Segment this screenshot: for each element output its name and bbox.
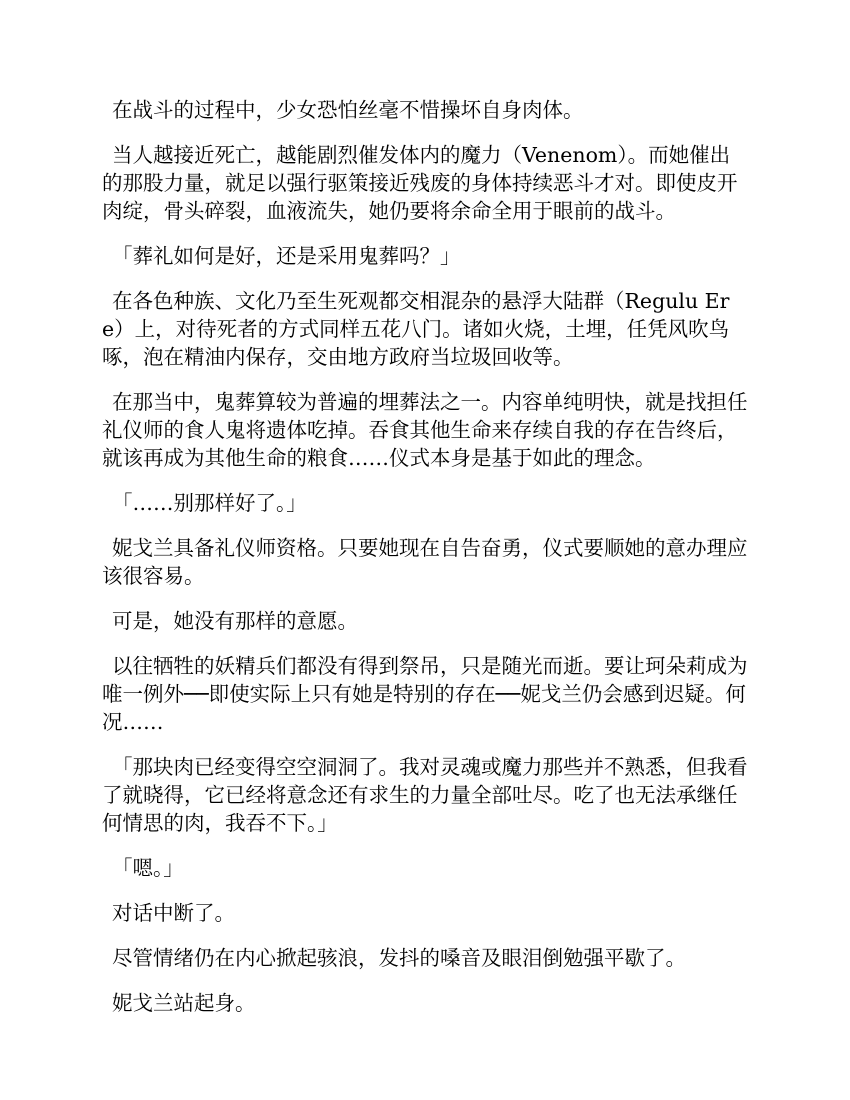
paragraph: 「那块肉已经变得空空洞洞了。我对灵魂或魔力那些并不熟悉，但我看了就晓得，它已经将意念还有求生的力量全部吐尽。吃了也无法承继任何情思的肉，我吞不下。」 <box>102 755 748 835</box>
paragraph: 以往牺牲的妖精兵们都没有得到祭吊，只是随光而逝。要让珂朵莉成为唯一例外──即使实际上只有她是特别的存在──妮戈兰仍会感到迟疑。何况…… <box>102 654 748 734</box>
paragraph: 尽管情绪仍在内心掀起骇浪，发抖的嗓音及眼泪倒勉强平歇了。 <box>112 946 686 970</box>
paragraph: 「……别那样好了。」 <box>112 491 307 515</box>
paragraph: 在战斗的过程中，少女恐怕丝毫不惜操坏自身肉体。 <box>112 98 584 122</box>
paragraph: 「葬礼如何是好，还是采用鬼葬吗？」 <box>112 244 461 268</box>
paragraph: 妮戈兰具备礼仪师资格。只要她现在自告奋勇，仪式要顺她的意办理应该很容易。 <box>102 536 748 588</box>
paragraph: 妮戈兰站起身。 <box>112 991 256 1015</box>
paragraph: 可是，她没有那样的意愿。 <box>112 609 358 633</box>
paragraph: 对话中断了。 <box>112 901 235 925</box>
paragraph: 当人越接近死亡，越能剧烈催发体内的魔力（Venenom）。而她催出的那股力量，就足以强行驱策接近残废的身体持续恶斗才对。即使皮开肉绽，骨头碎裂，血液流失，她仍要将余命全用于眼前的战斗。 <box>102 143 738 223</box>
paragraph: 「嗯。」 <box>112 856 184 880</box>
paragraph: 在那当中，鬼葬算较为普遍的埋葬法之一。内容单纯明快，就是找担任礼仪师的食人鬼将遗体吃掉。吞食其他生命来存续自我的存在告终后，就该再成为其他生命的粮食……仪式本身是基于如此的理念。 <box>102 390 748 470</box>
paragraph: 在各色种族、文化乃至生死观都交相混杂的悬浮大陆群（Regulu Ere）上，对待死者的方式同样五花八门。诸如火烧，土埋，任凭风吹鸟啄，泡在精油内保存，交由地方政府当垃圾回收等。 <box>102 289 730 369</box>
document-page <box>102 96 750 1034</box>
